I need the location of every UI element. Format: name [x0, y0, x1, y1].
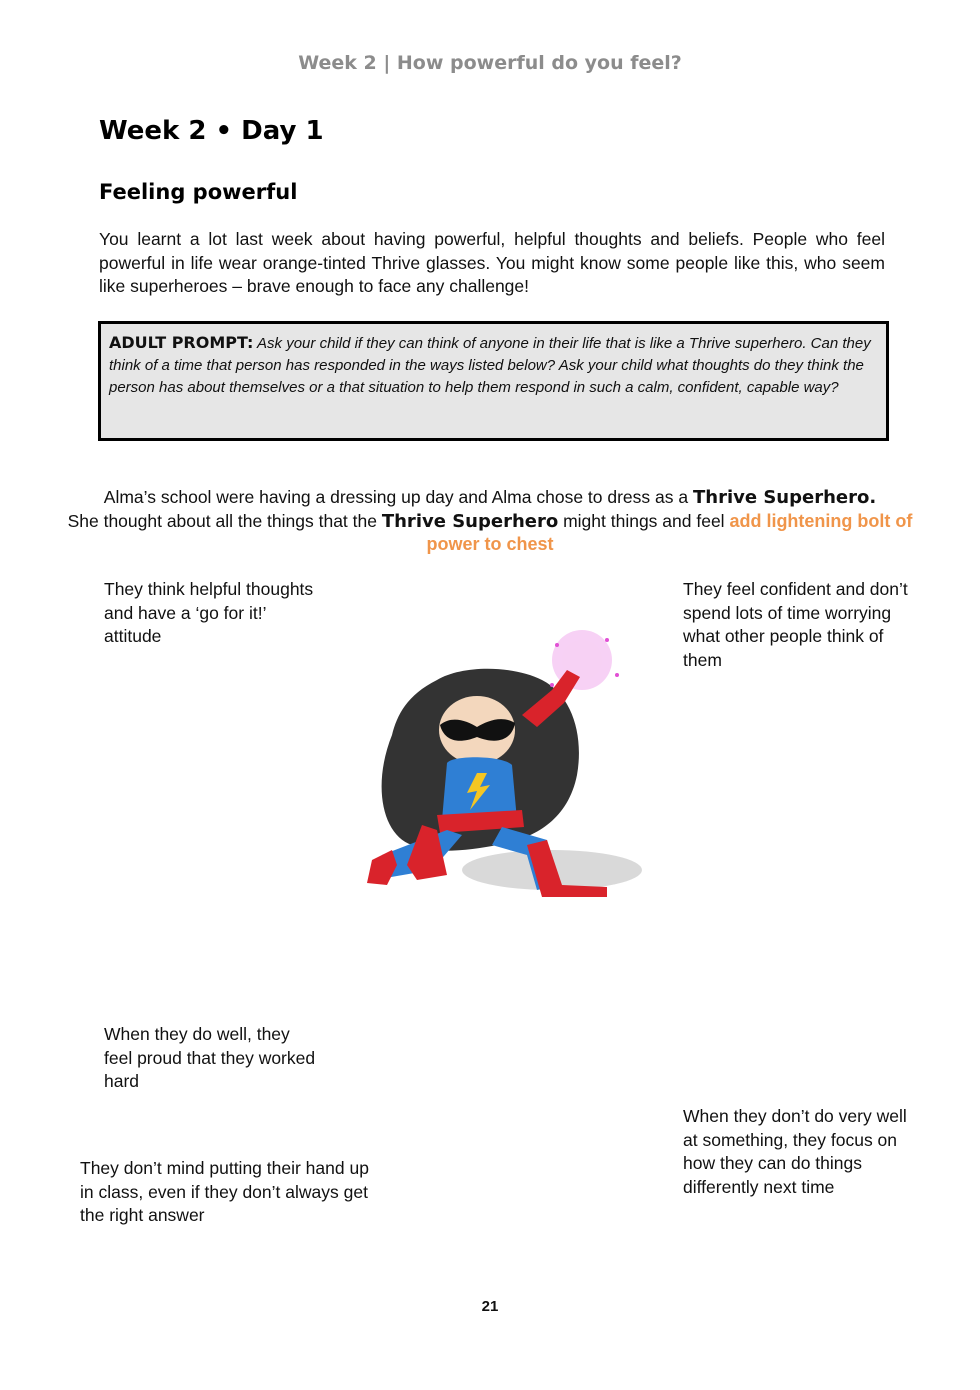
story-bold-1: Thrive Superhero. [692, 487, 877, 508]
story-text-1: Alma’s school were having a dressing up day and Alma chose to dress as a [103, 487, 693, 507]
page-title: Week 2 • Day 1 [99, 116, 324, 146]
section-heading: Feeling powerful [99, 180, 298, 204]
statement-confident: They feel confident and don’t spend lots of time worrying what other people think of them [683, 579, 908, 670]
editor-note: add lightening bolt of power to chest [426, 510, 913, 554]
story-text-2: She thought about all the things that the [67, 510, 382, 531]
statement-do-differently: When they don’t do very well at something, they focus on how they can do things differently next time [683, 1106, 907, 1197]
superhero-girl-illustration [352, 615, 642, 905]
statement-proud: When they do well, they feel proud that they worked hard [104, 1024, 316, 1091]
story-paragraph [60, 486, 920, 557]
adult-prompt-label: ADULT PROMPT: [109, 333, 254, 352]
adult-prompt-box [98, 321, 889, 441]
story-bold-2: Thrive Superhero [381, 510, 559, 532]
running-header: Week 2 | How powerful do you feel? [298, 52, 682, 74]
intro-paragraph: You learnt a lot last week about having powerful, helpful thoughts and beliefs. People who feel powerful in life wear orange-tinted Thrive glasses. You might know some people like this, who seem like superheroes – brave enough to face any challenge! [99, 229, 885, 296]
statement-helpful-thoughts: They think helpful thoughts and have a ‘go for it!’ attitude [104, 579, 314, 646]
story-text-3: might things and feel [558, 510, 730, 531]
adult-prompt-text: Ask your child if they can think of anyone in their life that is like a Thrive superhero. Can they think of a time that person has responded in the ways listed below? Ask your child what thoughts do they think the person has about themselves or a that situation to help them respond in such a calm, confident, capable way? [109, 335, 871, 396]
statement-hand-up: They don’t mind putting their hand up in class, even if they don’t always get the right answer [80, 1158, 369, 1225]
page-number: 21 [481, 1298, 499, 1315]
